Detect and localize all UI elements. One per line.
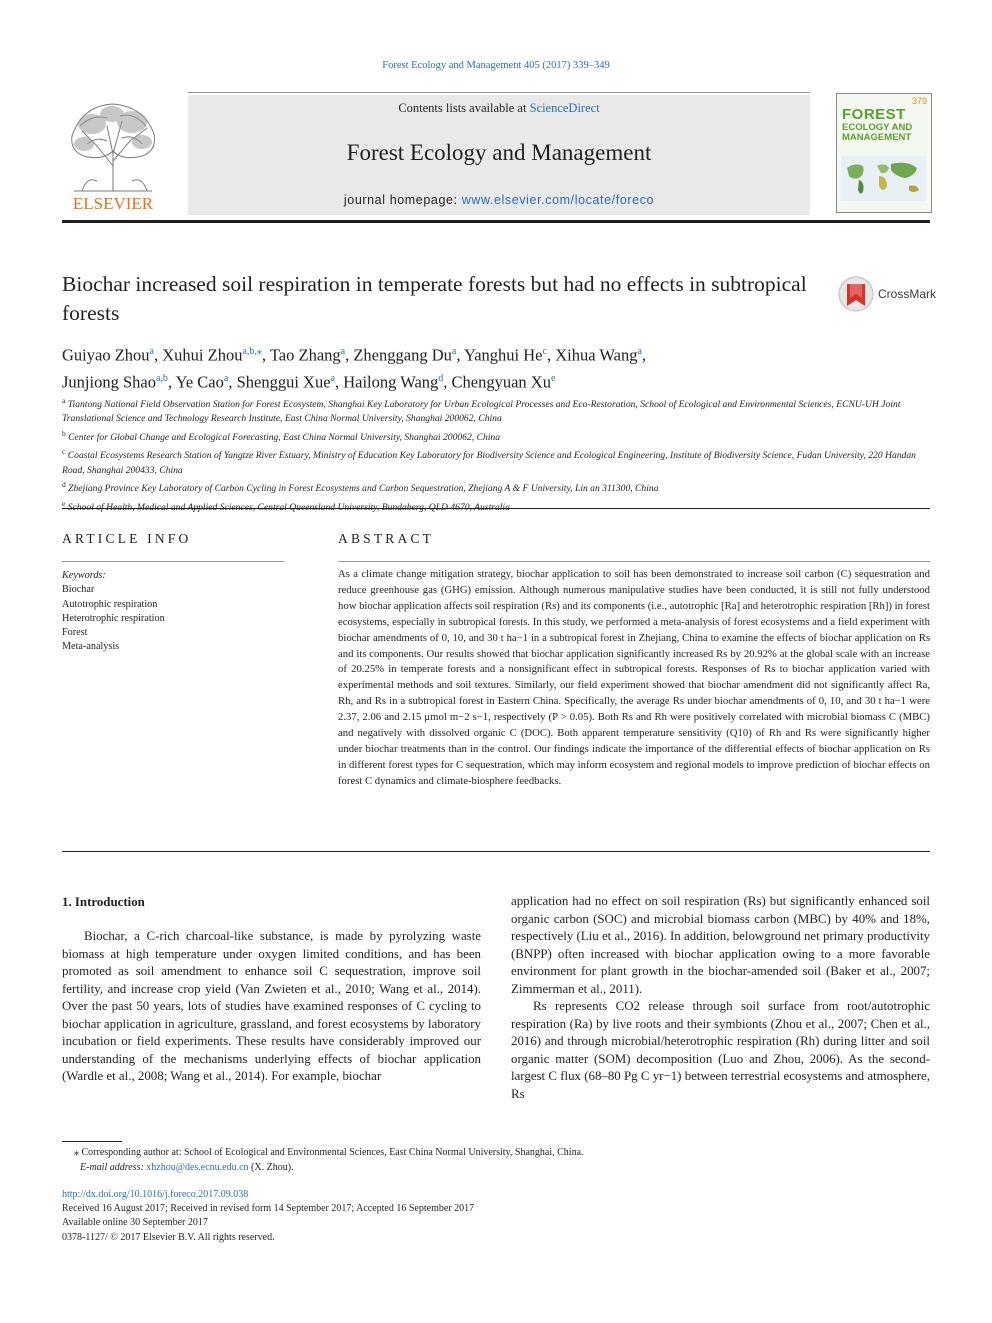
footnotes [62,1146,930,1175]
author-name[interactable]: Xuhui Zhou [162,345,243,365]
author-affiliation-marker[interactable]: a [223,372,229,384]
cover-world-map [841,156,926,201]
homepage-link[interactable]: www.elsevier.com/locate/foreco [461,193,655,207]
cover-volume: 379 [911,96,927,106]
available-online: Available online 30 September 2017 [62,1217,208,1229]
author-name[interactable]: Tao Zhang [269,345,341,365]
article-info-rule [62,561,284,562]
sciencedirect-link[interactable]: ScienceDirect [529,101,600,115]
affiliation-text: Zhejiang Province Key Laboratory of Carbon Cycling in Forest Ecosystems and Carbon Sequestration, Zhejiang A & F University, Lin an 311300, China [65,483,659,495]
keywords-block [62,569,282,655]
author-affiliation-marker[interactable]: a [330,372,335,384]
affiliation-key: e [62,498,66,508]
keyword-item: Forest [62,627,88,639]
introduction-col2-paragraph-2: Rs represents CO2 release through soil surface from root/autotrophic respiration (Ra) by live roots and their symbionts (Zhou et al., 2007; Chen et al., 2016) and through microbial/heterotrophic respiration (Rh) during litter and soil organic matter (SOM) decomposition (Luo and Zhou, 2006). As the second-largest C flux (68–80 Pg C yr−1) between terrestrial ecosystems and atmosphere, Rs [511,999,930,1101]
crossmark-label: CrossMark [878,287,937,301]
affiliation-text: Center for Global Change and Ecological Forecasting, East China Normal University, Shanghai 200062, China [65,431,501,443]
header-top-rule [188,92,810,93]
keyword-item: Biochar [62,584,95,596]
affiliation-key: c [62,447,66,457]
affiliation-item [62,427,932,445]
affiliation-list [62,394,932,515]
affiliation-item [62,497,932,515]
copyright-line: 0378-1127/ © 2017 Elsevier B.V. All rights reserved. [62,1231,275,1243]
author-affiliation-marker[interactable]: a,b,⁎ [242,346,262,357]
affiliation-key: b [62,428,66,438]
author-name[interactable]: Hailong Wang [343,372,439,391]
affiliation-text: Coastal Ecosystems Research Station of Yangtze River Estuary, Ministry of Education Key Laboratory for Biodiversity Science and Ecological Engineering, Institute of Biodiversity Science, Fudan University, 220 Handan Road, Shanghai 200433, China [62,450,916,476]
homepage-line [188,193,810,207]
author-name[interactable]: Junjiong Shao [62,372,156,391]
contents-line [188,101,810,116]
journal-cover-image[interactable] [836,93,932,213]
author-affiliation-marker[interactable]: a [340,346,346,357]
article-title: Biochar increased soil respiration in temperate forests but had no effects in subtropical forests [62,272,807,325]
bibliographic-info [62,1188,930,1245]
keyword-list [62,583,282,654]
author-affiliation-marker[interactable]: d [438,372,444,384]
author-affiliation-marker[interactable]: c [542,346,547,357]
keyword-item: Heterotrophic respiration [62,612,165,624]
doi-link[interactable]: http://dx.doi.org/10.1016/j.foreco.2017.09.038 [62,1189,249,1200]
author-affiliation-marker[interactable]: a,b [155,372,168,384]
affiliation-item [62,394,932,427]
received-dates: Received 16 August 2017; Received in revised form 14 September 2017; Accepted 16 September 2017 [62,1203,475,1215]
introduction-col2 [511,893,930,1103]
header-bottom-rule [62,220,930,223]
section-divider-bottom [62,851,930,852]
affiliation-key: d [62,480,66,490]
abstract-rule [338,561,930,562]
journal-title: Forest Ecology and Management [346,140,652,165]
abstract-heading: ABSTRACT [338,531,435,546]
author-name[interactable]: Guiyao Zhou [62,345,150,365]
article-info-heading: ARTICLE INFO [62,531,192,546]
homepage-prefix: journal homepage: [343,193,462,207]
svg-text:ELSEVIER: ELSEVIER [72,194,154,213]
author-name[interactable]: Shenggui Xue [236,372,331,391]
crossmark-badge[interactable] [838,276,937,312]
author-list: Guiyao Zhou$^a$, Xuhui Zhou$^{a,b,⁎}$, Tao Zhang$^a$, Zhenggang Du$^a$, Yanghui He$^c$, Xihua Wang$^a$, Junjiong Shao$^{a,b}$, Ye Cao$^a$, Shenggui Xue$^a$, Hailong Wang$^d$, Chengyuan Xu$^e$ [62,345,647,391]
keywords-label: Keywords: [62,570,106,581]
footnote-rule [62,1141,122,1142]
author-affiliation-marker[interactable]: a [637,346,642,357]
affiliation-item [62,478,932,496]
cover-title-2: ECOLOGY AND MANAGEMENT [842,122,913,143]
email-link[interactable]: xhzhou@des.ecnu.edu.cn [146,1161,249,1173]
introduction-heading: 1. Introduction [62,895,145,909]
author-affiliation-marker[interactable]: a [451,346,457,357]
keyword-item: Meta-analysis [62,641,120,653]
author-affiliation-marker[interactable]: e [550,372,556,384]
author-name[interactable]: Zhenggang Du [353,345,452,365]
section-divider-top [62,508,930,509]
introduction-col1-paragraph: Biochar, a C-rich charcoal-like substance, is made by pyrolyzing waste biomass at high temperature under oxygen limited conditions, and has been promoted as soil amendment to enhance soil C sequestration, improve soil fertility, and increase crop yield (Van Zwieten et al., 2010; Wang et al., 2014). Over the past 50 years, lots of studies have examined responses of C cycling to biochar application in agriculture, grassland, and forest ecosystems by laboratory incubation or field experiments. These results have considerably improved our understanding of the mechanisms underlying effects of biochar application (Wardle et al., 2008; Wang et al., 2014). For example, biochar [62,929,481,1083]
crossmark-icon [838,276,874,312]
corresponding-author-note: ⁎ Corresponding author at: School of Ecological and Environmental Sciences, East China Normal University, Shanghai, China. [74,1147,584,1158]
author-name[interactable]: Yanghui He [463,345,543,365]
abstract-text: As a climate change mitigation strategy, biochar application to soil has been demonstrated to increase soil carbon (C) sequestration and reduce greenhouse gas (GHG) emission. Although numerous manipulative studies have been conducted, it is still not fully understood how biochar application affects soil respiration (Rs) and its components (i.e., autotrophic [Ra] and heterotrophic respiration [Rh]) in forest ecosystems, especially in subtropical forests. In this study, we performed a meta-analysis of forest ecosystems and a field experiment with biochar amendments of 0, 10, and 30 t ha−1 in a subtropical forest in Zhejiang, China to examine the effects of biochar application on Rs and its components. Our results showed that biochar application significantly increased Rs by 20.92% at the global scale with an increase of 20.25% in temperate forests and a nonsignificant effect in subtropical forests. Responses of Rs to biochar application varied with experimental methods and soil textures. Similarly, our field experiment showed that biochar amendment did not significantly affect Ra, Rh, and Rs in a subtropical forest in Eastern China. Specifically, the average Rs under biochar amendments of 0, 10, and 30 t ha−1 were 2.37, 2.06 and 2.15 μmol m−2 s−1, respectively (P > 0.05). Both Rs and Rh were positively correlated with microbial biomass C (MBC) and negatively with dissolved organic C (DOC). Both apparent temperature sensitivity (Q10) of Rh and Rs were significantly higher under biochar treatments than in the control. Our findings indicate the importance of the differential effects of biochar application on Rs in different forest types for C sequestration, which may inform ecosystem and regional models to improve prediction of biochar effects on forest C dynamics and climate-biosphere feedbacks. [338,568,930,787]
journal-reference-link[interactable]: Forest Ecology and Management 405 (2017) 339–349 [382,60,610,71]
email-note: E-mail address: xhzhou@des.ecnu.edu.cn (X. Zhou). [80,1161,294,1173]
elsevier-logo [62,96,164,214]
author-name[interactable]: Chengyuan Xu [451,372,551,391]
affiliation-text: Tiantong National Field Observation Station for Forest Ecosystem, Shanghai Key Laboratory for Urban Ecological Processes and Eco-Restoration, School of Ecological and Environmental Sciences, ECNU-UH Joint Translational Science and Technology Research Institute, East China Normal University, Shanghai 200062, China [62,399,901,425]
affiliation-item [62,445,932,478]
author-affiliation-marker[interactable]: a [149,346,154,357]
keyword-item: Autotrophic respiration [62,598,158,610]
contents-prefix: Contents lists available at [398,101,530,115]
cover-title-1: FOREST [842,106,906,123]
affiliation-key: a [62,396,66,405]
author-name[interactable]: Ye Cao [175,372,224,391]
author-name[interactable]: Xihua Wang [555,345,638,365]
introduction-col2-paragraph-1: application had no effect on soil respiration (Rs) but significantly enhanced soil organic carbon (SOC) and microbial biomass carbon (MBC) by 40% and 18%, respectively (Liu et al., 2016). In addition, belowground net primary productivity (BNPP) often increased with biochar application owing to a more favorable environment for plant growth in the biochar-amended soil (Baker et al., 2007; Zimmerman et al., 2011). [511,894,930,996]
